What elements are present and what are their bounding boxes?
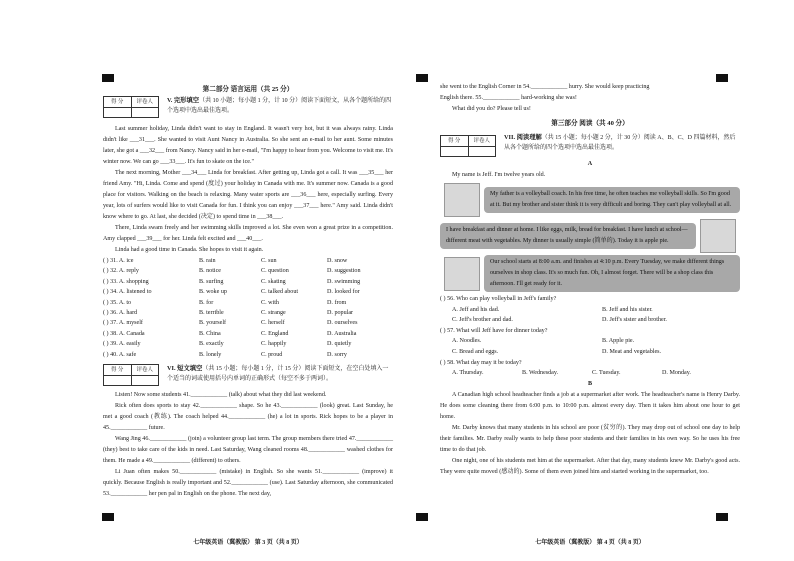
- part6-instruction: [167, 364, 393, 384]
- option-row: [440, 368, 740, 379]
- option-a: A. Noodles.: [452, 338, 482, 345]
- part7-heading: VII. 阅读理解: [504, 134, 542, 141]
- corner-mark-bottom-right: [416, 513, 428, 521]
- option-c: C. skating: [261, 278, 286, 285]
- option-row: [103, 339, 393, 349]
- passage-b: [440, 390, 740, 478]
- option-d: D. popular: [327, 309, 354, 316]
- score-box: [103, 96, 159, 118]
- option-row: [103, 308, 393, 318]
- section-title-reading: 第三部分 阅读（共 40 分）: [551, 120, 629, 127]
- fill-paragraph: Listen! Now some students 41.____________ (talk) about what they did last weekend.: [115, 391, 327, 398]
- option-d: D. snow: [327, 258, 348, 264]
- grader-label: 评卷人: [136, 366, 153, 373]
- option-a: ( ) 34. A. listened to: [103, 289, 152, 296]
- option-b: B. for: [199, 299, 214, 306]
- cloze-paragraph: There, Linda swam freely and her swimming skills improved a lot. She even won a great prize in a competition. Amy clapped ___39___ for her. Linda felt excited and ___40___.: [103, 225, 393, 242]
- option-d: D. quietly: [327, 341, 352, 348]
- passage-b-paragraph: One night, one of his students met him at the supermarket. After that day, many students knew Mr. Darby's good acts. They were quite moved (感动的). Some of them even joined him and started working in the supermarket, too.: [440, 457, 740, 475]
- option-d: D. sorry: [327, 351, 347, 358]
- corner-mark-top-right: [416, 74, 428, 82]
- option-row: [103, 287, 393, 297]
- option-a: A. Thursday.: [452, 370, 484, 377]
- option-row: [440, 305, 740, 316]
- grader-label: 评卷人: [136, 99, 153, 105]
- cloze-paragraph: The next morning, Mother ___34___ Linda for breakfast. After getting up, Linda got a call. It was ___35___ her friend Amy. "Hi, Linda. Come and spend (度过) your holiday in Canada with me. It's summer now. Canada is a good place for visitors. Walking on the beach is relaxing. Many water sports are ___36___ here, especially surfing. Every year, lots of surfers would like to visit Canada for fun. I think you can enjoy ___37___ here." Amy said. Linda didn't know where to go. At last, she decided (决定) to spend time in ___38___.: [103, 170, 393, 220]
- continuation-line: What did you do? Please tell us!: [452, 106, 531, 112]
- story-box: [440, 183, 740, 217]
- option-d: D. ourselves: [327, 320, 358, 327]
- option-c: C. England: [261, 330, 289, 337]
- cloze-options: [103, 256, 393, 360]
- option-a: ( ) 36. A. hard: [103, 309, 138, 316]
- score-box: [103, 364, 159, 386]
- story-text: I have breakfast and dinner at home. I like eggs, milk, bread for breakfast. I have lunch at school—different meat with vegetables. My dinner is usually simple (简单的). Today it is apple pie.: [440, 223, 696, 249]
- option-b: B. Apple pie.: [602, 338, 635, 345]
- story-box: [440, 219, 740, 253]
- cloze-paragraph: Linda had a good time in Canada. She hopes to visit it again.: [115, 247, 264, 253]
- page-footer: 七年级英语（冀教版） 第 4 页（共 8 页）: [535, 540, 645, 546]
- option-d: D. looked for: [327, 289, 360, 296]
- fill-paragraph: Rick often does sports to stay 42.____________ shape. So he 43.____________ (look) great. Last Sunday, he met a good coach (教练). The coach helped 44.____________ (he) a lot in sports. Rick hopes to be a player in 45.____________ future.: [103, 402, 393, 431]
- option-b: B. Jeff and his sister.: [602, 306, 653, 313]
- option-c: C. herself: [261, 320, 285, 327]
- option-b: B. woke up: [199, 289, 227, 296]
- option-row: [103, 266, 393, 276]
- story-box: [440, 255, 740, 292]
- part5-header: [103, 96, 393, 120]
- option-d: D. Meat and vegetables.: [602, 348, 662, 355]
- option-b: B. terrible: [199, 309, 224, 316]
- part6-instruction-text: （共 15 小题；每小题 1 分，计 15 分）阅读下面短文，在空白处填入一个适当的词或使用括号内单词的正确形式（每空不多于两词）。: [167, 365, 389, 382]
- question-stem: ( ) 58. What day may it be today?: [440, 359, 522, 366]
- fill-in-passage: [103, 390, 393, 500]
- option-a: ( ) 39. A. easily: [103, 341, 141, 348]
- option-c: C. talked about: [261, 289, 299, 296]
- food-image: [700, 219, 736, 253]
- option-c: C. Jeff's brother and dad.: [452, 317, 513, 324]
- option-d: D. swimming: [327, 278, 361, 285]
- option-b: B. Wednesday.: [522, 370, 559, 377]
- option-row: [103, 298, 393, 308]
- option-d: D. suggestion: [327, 268, 361, 275]
- option-c: C. Tuesday.: [592, 370, 621, 377]
- option-b: B. rain: [199, 258, 216, 264]
- option-c: C. sun: [261, 258, 277, 264]
- option-row: [103, 350, 393, 360]
- option-row: [440, 315, 740, 326]
- part5-instruction-text: （共 10 小题；每小题 1 分，计 10 分）阅读下面短文，从各个题所给的四个选项中选出最佳选项。: [167, 98, 392, 114]
- score-box: [440, 135, 496, 157]
- continuation-text: [440, 82, 740, 115]
- option-c: C. strange: [261, 309, 286, 316]
- option-b: B. surfing: [199, 278, 224, 285]
- option-d: D. Australia: [327, 330, 357, 337]
- option-a: ( ) 38. A. Canada: [103, 330, 145, 337]
- question-stem: ( ) 56. Who can play volleyball in Jeff's family?: [440, 296, 557, 302]
- continuation-line: she went to the English Corner in 54.____________ hurry. She would keep practicing: [440, 84, 650, 90]
- page-4: [440, 0, 740, 561]
- option-row: [440, 347, 740, 358]
- option-row: [103, 256, 393, 266]
- passage-b-label: B: [587, 380, 593, 387]
- part6-header: [103, 364, 393, 390]
- fill-paragraph: Wang Jing 46.____________ (join) a volunteer group last term. The group members there tried 47.____________ (they) best to take care of the kids in need. Last Saturday, Wang cleaned rooms 48.____________ washed clothes for them. He made a 49.____________ (different) to others.: [103, 435, 393, 464]
- option-row: [103, 329, 393, 339]
- option-b: B. China: [199, 330, 221, 337]
- option-a: ( ) 33. A. shopping: [103, 278, 149, 285]
- section-title-language: 第二部分 语言运用（共 25 分）: [202, 86, 294, 93]
- option-row: [103, 318, 393, 328]
- option-d: D. from: [327, 299, 347, 306]
- fill-paragraph: Li Juan often makes 50.____________ (mistake) in English. So she wants 51.____________ (improve) it quickly. Because English is really important and 52.____________ (use). Last Saturday afternoon, she communicated 53.____________ her pen pal in English on the phone. The next day,: [103, 468, 393, 497]
- part7-instruction-text: （共 15 小题；每小题 2 分，计 30 分）阅读 A、B、C、D 四篇材料，然后从各个题所给的四个选项中选出最佳选项。: [504, 135, 736, 151]
- story-text: Our school starts at 8:00 a.m. and finishes at 4:10 p.m. Every Tuesday, we make different things ourselves in shop class. It's so much fun. Oh, I almost forget. There will be a shop class this afternoon. I'll get ready for it.: [484, 255, 740, 292]
- cloze-passage: [103, 124, 393, 256]
- option-a: ( ) 32. A. reply: [103, 268, 139, 275]
- option-a: A. Jeff and his dad.: [452, 306, 500, 313]
- part5-heading: V. 完形填空: [167, 97, 200, 104]
- page-3: [103, 0, 393, 561]
- option-c: C. Bread and eggs.: [452, 348, 499, 355]
- continuation-line: English there. 55.____________ hard-working she was!: [440, 95, 577, 101]
- story-text: My father is a volleyball coach. In his free time, he often teaches me volleyball skills. So I'm good at it. But my brother and sister think it is very difficult and boring. They can't play volleyball at all.: [484, 187, 740, 213]
- part7-instruction: [504, 133, 740, 153]
- score-label: 得 分: [441, 136, 469, 156]
- option-b: B. notice: [199, 268, 222, 275]
- page-footer: 七年级英语（冀教版） 第 3 页（共 8 页）: [193, 540, 303, 546]
- score-label: 得 分: [104, 365, 132, 385]
- passage-b-paragraph: Mr. Darby knows that many students in his school are poor (贫穷的). They may drop out of school one day to help their families. Mr. Darby really wants to help these poor students and their families in his own way. So he uses his free time to do that job.: [440, 424, 740, 453]
- questions-a: [440, 294, 740, 379]
- score-label: 得 分: [104, 97, 132, 117]
- option-a: ( ) 40. A. safe: [103, 351, 137, 358]
- passage-a-label: A: [587, 161, 593, 167]
- part5-instruction: [167, 96, 393, 116]
- option-a: ( ) 37. A. myself: [103, 320, 143, 327]
- option-c: C. question: [261, 268, 289, 275]
- option-c: C. with: [261, 299, 279, 306]
- option-row: [440, 336, 740, 347]
- option-d: D. Monday.: [662, 370, 691, 377]
- option-b: B. lonely: [199, 351, 222, 358]
- shop-class-image: [444, 257, 480, 291]
- passage-a-intro: My name is Jeff. I'm twelve years old.: [452, 172, 546, 178]
- option-row: [103, 277, 393, 287]
- option-a: ( ) 35. A. to: [103, 299, 132, 306]
- volleyball-image: [444, 183, 480, 217]
- option-c: C. happily: [261, 341, 287, 348]
- part6-heading: VI. 短文填空: [167, 364, 203, 372]
- option-d: D. Jeff's sister and brother.: [602, 317, 667, 324]
- passage-b-paragraph: A Canadian high school headteacher finds a job at a supermarket after work. The headteacher's name is Henry Darby. He does some cleaning there from 6:00 p.m. to 10:00 p.m. almost every day. Then it takes him about one hour to get home.: [440, 391, 740, 420]
- option-b: B. exactly: [199, 341, 224, 348]
- option-a: ( ) 31. A. ice: [103, 258, 134, 264]
- option-c: C. proud: [261, 351, 283, 358]
- part7-header: [440, 133, 740, 159]
- grader-label: 评卷人: [473, 138, 490, 144]
- question-stem: ( ) 57. What will Jeff have for dinner today?: [440, 327, 548, 334]
- cloze-paragraph: Last summer holiday, Linda didn't want to stay in England. It wasn't very hot, but it was always rainy. Linda didn't like ___31___. She wanted to visit Aunt Nancy in Australia. So she sent an e-mail to her aunt. Some minutes later, she got a ___32___ from Nancy. Nancy said in her e-mail, "I'm happy to hear from you. Welcome to visit me. It's winter now. We can go ___33___. It's fun to skate on the ice.": [103, 126, 393, 165]
- option-b: B. yourself: [199, 320, 227, 327]
